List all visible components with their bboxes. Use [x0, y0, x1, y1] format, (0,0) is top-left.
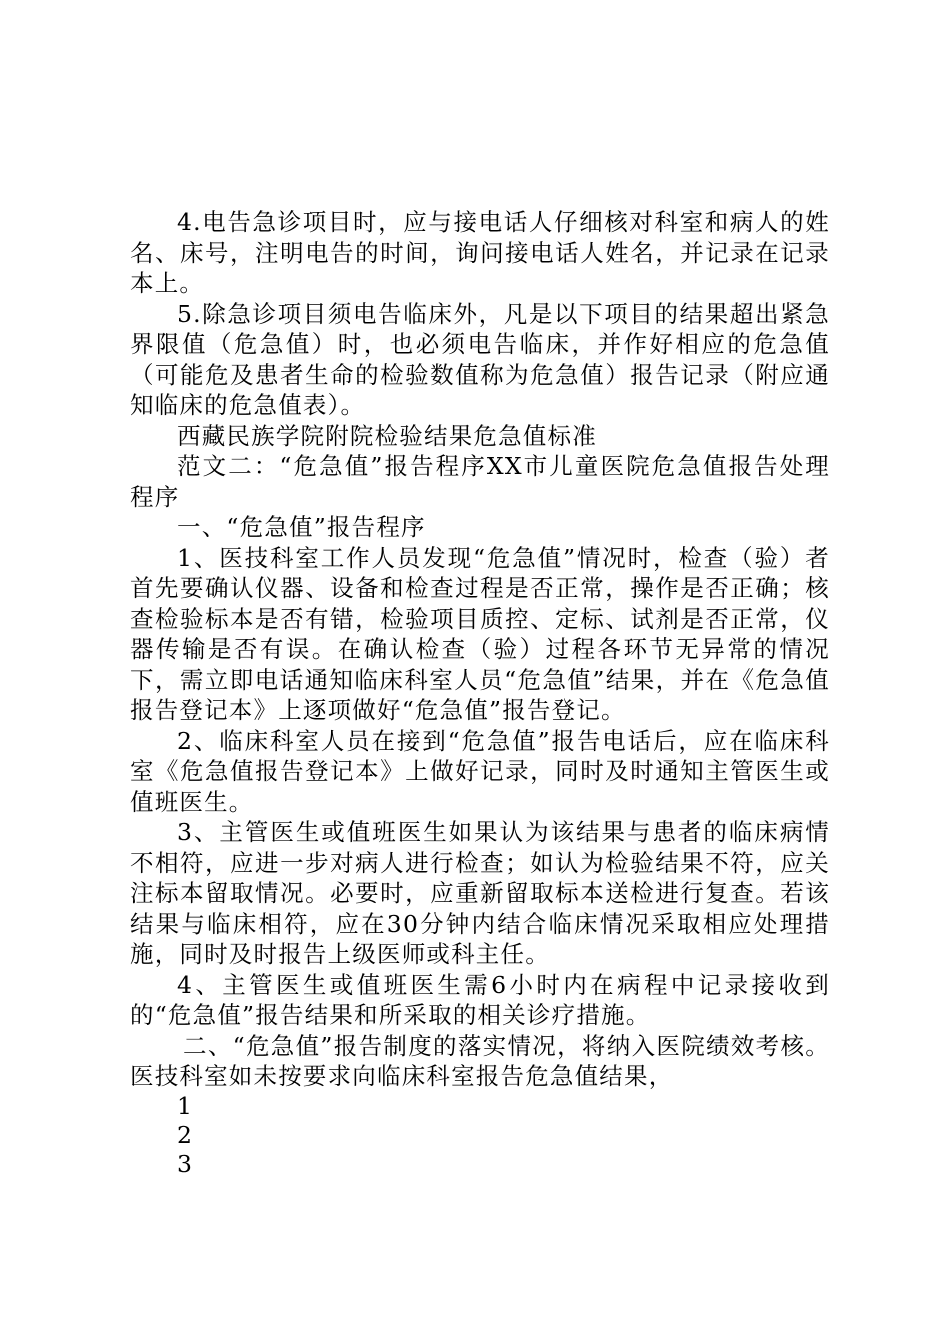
list-number: 2: [177, 1120, 192, 1149]
paragraph-item-4: 4.电告急诊项目时，应与接电话人仔细核对科室和病人的姓名、床号，注明电告的时间，询问接电话人姓名，并记录在记录本上。: [130, 208, 830, 297]
procedure-step-3: 3、主管医生或值班医生如果认为该结果与患者的临床病情不相符，应进一步对病人进行检查；如认为检验结果不符，应关注标本留取情况。必要时，应重新留取标本送检进行复查。若该结果与临床相符，应在30分钟内结合临床情况采取相应处理措施，同时及时报告上级医师或科主任。: [130, 818, 830, 968]
procedure-step-1: 1、医技科室工作人员发现“危急值”情况时，检查（验）者首先要确认仪器、设备和检查过程是否正常，操作是否正确；核查检验标本是否有错，检验项目质控、定标、试剂是否正常，仪器传输是否有误。在确认检查（验）过程各环节无异常的情况下，需立即电话通知临床科室人员“危急值”结果，并在《危急值报告登记本》上逐项做好“危急值”报告登记。: [130, 543, 830, 724]
document-body: [130, 207, 830, 1179]
standard-title: 西藏民族学院附院检验结果危急值标准: [177, 421, 597, 450]
procedure-step-2: 2、临床科室人员在接到“危急值”报告电话后，应在临床科室《危急值报告登记本》上做好记录，同时及时通知主管医生或值班医生。: [130, 726, 830, 816]
section-one-heading: 一、“危急值”报告程序: [177, 513, 426, 541]
list-number: 3: [177, 1149, 192, 1178]
procedure-step-4: 4、主管医生或值班医生需6小时内在病程中记录接收到的“危急值”报告结果和所采取的相关诊疗措施。: [130, 970, 830, 1029]
paragraph-item-5: 5.除急诊项目须电告临床外，凡是以下项目的结果超出紧急界限值（危急值）时，也必须电告临床，并作好相应的危急值（可能危及患者生命的检验数值称为危急值）报告记录（附应通知临床的危急值表）。: [130, 299, 830, 419]
list-number: 1: [177, 1091, 192, 1120]
section-two-paragraph: 二、“危急值”报告制度的落实情况，将纳入医院绩效考核。医技科室如未按要求向临床科室报告危急值结果，: [130, 1031, 830, 1090]
sample-two-heading: 范文二：“危急值”报告程序XX市儿童医院危急值报告处理程序: [130, 452, 830, 511]
